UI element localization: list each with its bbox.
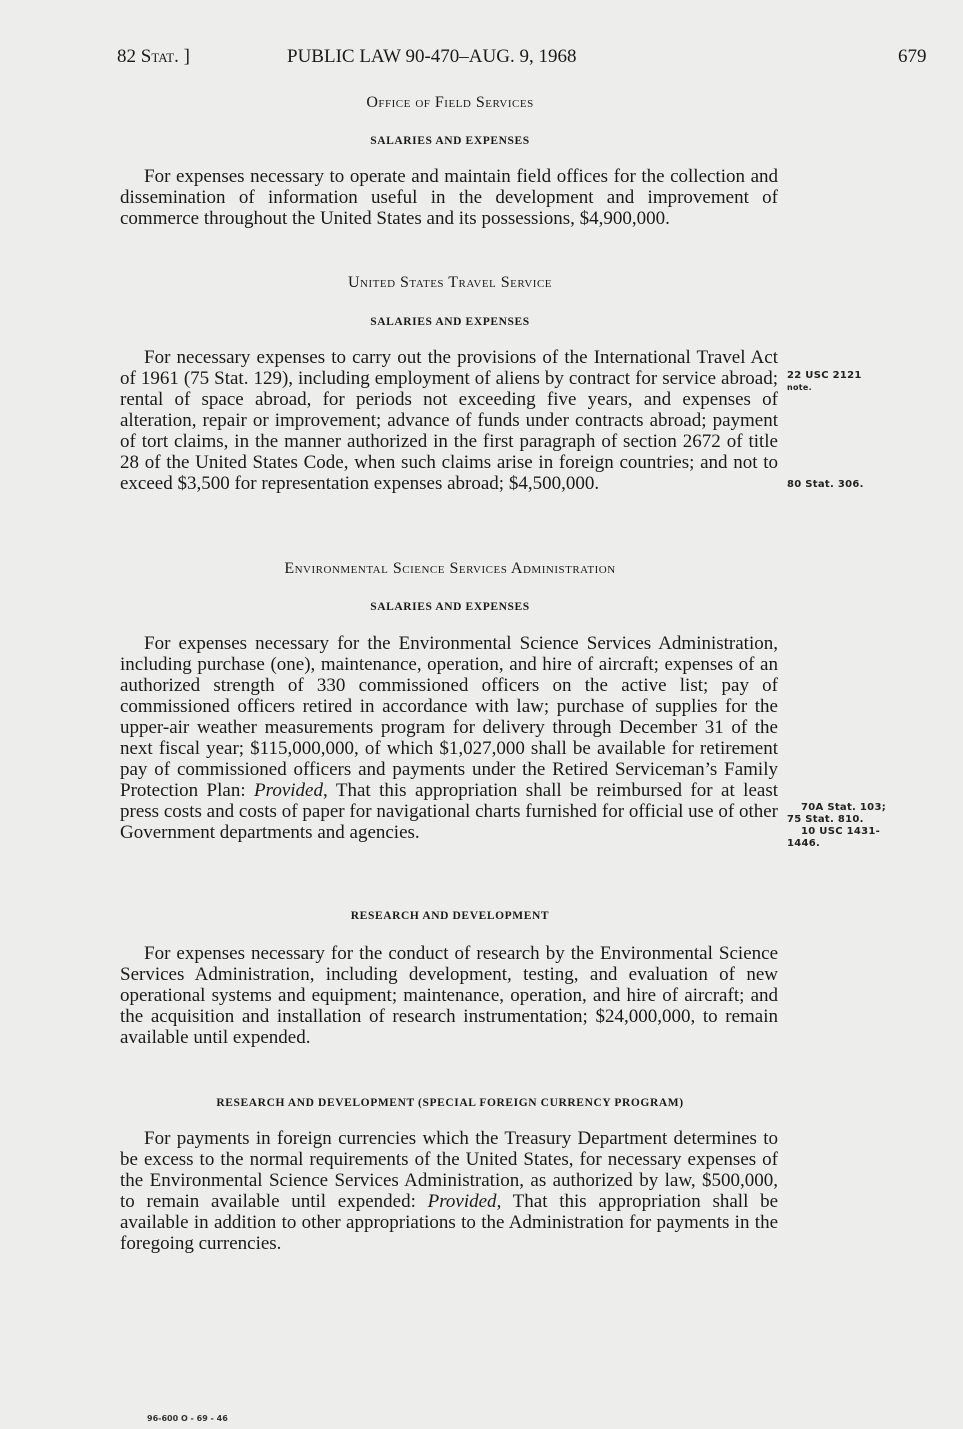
stat-reference: 82 Stat. ] [117, 46, 190, 67]
margin-note-22-usc: 22 USC 2121 note. [787, 370, 862, 392]
section-heading-travel-service: United States Travel Service [347, 274, 553, 291]
page-title: PUBLIC LAW 90-470–AUG. 9, 1968 [287, 46, 577, 67]
print-code: 96-600 O - 69 - 46 [147, 1414, 228, 1423]
section-heading-field-services: Office of Field Services [366, 94, 534, 111]
paragraph-essa-salaries: For expenses necessary for the Environmental Science Services Administration, including purchase (one), maintenance, operation, and hire of aircraft; expenses of an authorized strength of 330 commissioned officers on the active list; pay of commissioned officers retired in accordance with law; purchase of supplies for the upper-air weather measurements program for delivery through December 31 of the next fiscal year; $115,000,000, of which $1,027,000 shall be available for retirement pay of commissioned officers and payments under the Retired Serviceman’s Family Protection Plan: Provided, That this appropriation shall be reimbursed for at least press costs and costs of paper for navigational charts furnished for official use of other Government departments and agencies. [120, 633, 778, 843]
margin-note-80-stat: 80 Stat. 306. [787, 479, 864, 490]
subheading-salaries-2: SALARIES AND EXPENSES [370, 316, 530, 328]
paragraph-field-services: For expenses necessary to operate and maintain field offices for the collection and dissemination of information useful in the development and improvement of commerce throughout the United States and its possessions, $4,900,000. [120, 166, 778, 229]
page-number: 679 [898, 46, 927, 67]
subheading-research: RESEARCH AND DEVELOPMENT [350, 910, 550, 922]
subheading-research-foreign-currency: RESEARCH AND DEVELOPMENT (SPECIAL FOREIGN CURRENCY PROGRAM) [216, 1097, 684, 1109]
provided-term: Provided [427, 1191, 497, 1212]
running-header [0, 46, 963, 76]
paragraph-research: For expenses necessary for the conduct of research by the Environmental Science Services Administration, including development, testing, and evaluation of new operational systems and equipment; maintenance, operation, and hire of aircraft; and the acquisition and installation of research instrumentation; $24,000,000, to remain available until expended. [120, 943, 778, 1048]
section-heading-essa: Environmental Science Services Administration [284, 560, 616, 577]
subheading-salaries-1: SALARIES AND EXPENSES [370, 135, 530, 147]
subheading-salaries-3: SALARIES AND EXPENSES [370, 601, 530, 613]
paragraph-foreign-currency: For payments in foreign currencies which the Treasury Department determines to be excess to the normal requirements of the United States, for necessary expenses of the Environmental Science Services Administration, as authorized by law, $500,000, to remain available until expended: Provided, That this appropriation shall be available in addition to other appropriations to the Administration for payments in the foregoing currencies. [120, 1128, 778, 1254]
margin-note-70a-stat: 70A Stat. 103; 75 Stat. 810. 10 USC 1431- 1446. [787, 802, 887, 849]
paragraph-travel-service: For necessary expenses to carry out the provisions of the International Travel Act of 1961 (75 Stat. 129), including employment of aliens by contract for service abroad; rental of space abroad, for periods not exceeding five years, and expenses of alteration, repair or improvement; advance of funds under contracts abroad; payment of tort claims, in the manner authorized in the first paragraph of section 2672 of title 28 of the United States Code, when such claims arise in foreign countries; and not to exceed $3,500 for representation expenses abroad; $4,500,000. [120, 347, 778, 494]
provided-term: Provided [254, 780, 323, 801]
